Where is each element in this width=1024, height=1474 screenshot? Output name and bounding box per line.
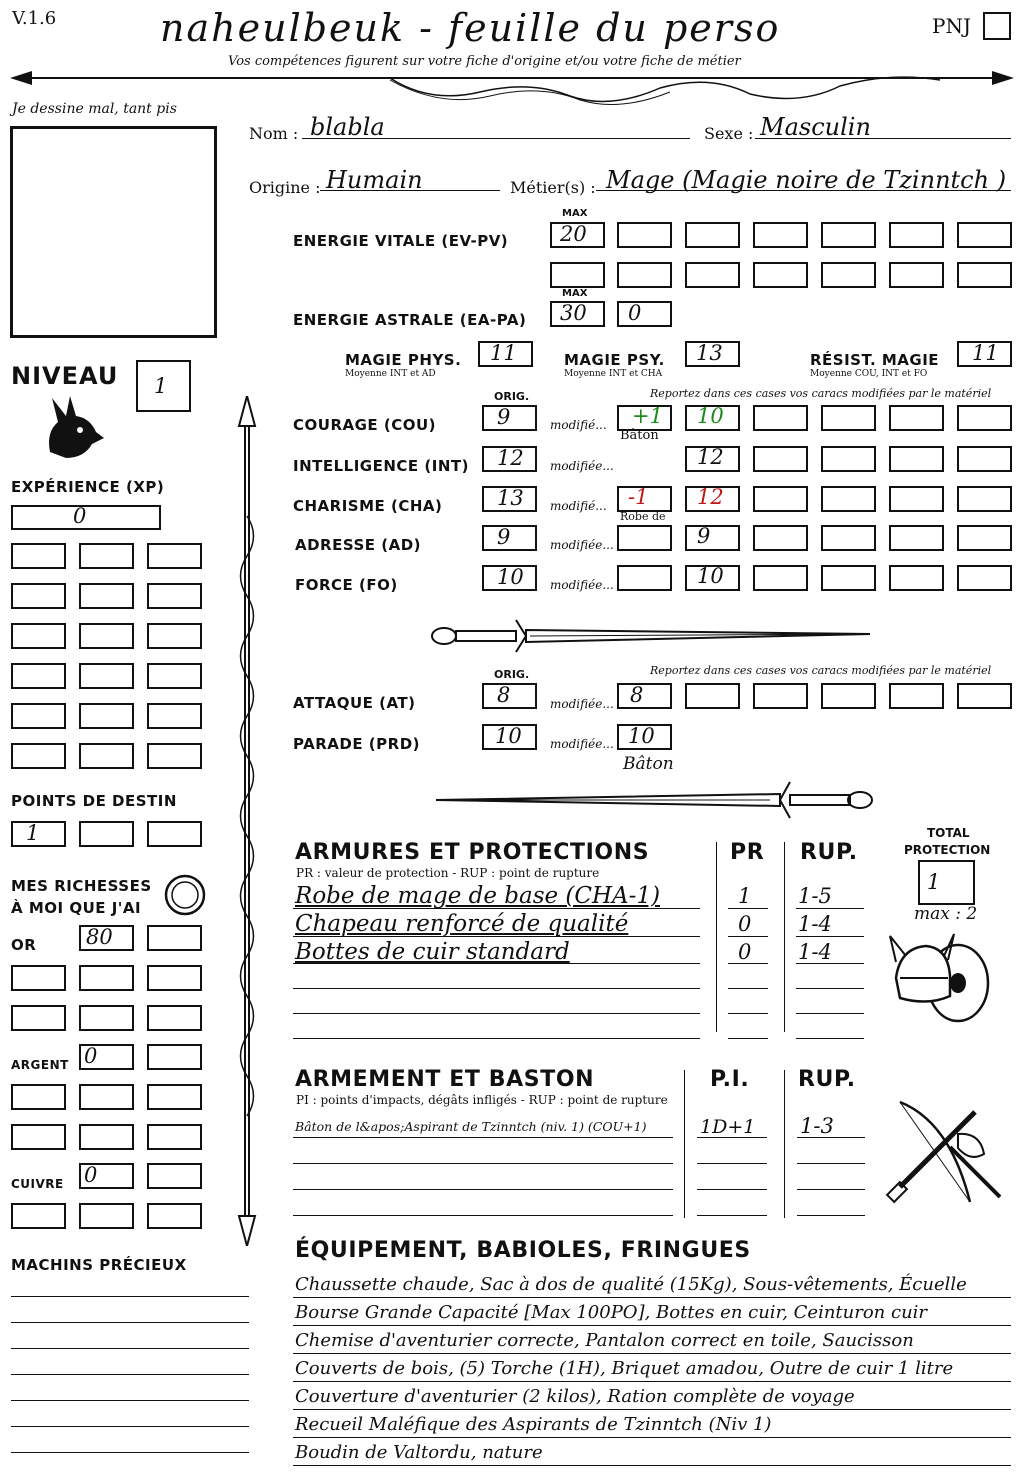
magie-psy-value: 13 xyxy=(696,341,723,365)
metier-value[interactable]: Mage (Magie noire de Tzinntch ) xyxy=(606,166,1007,194)
stat-extra-box[interactable] xyxy=(957,525,1012,551)
stat-extra-box[interactable] xyxy=(889,405,944,431)
equipment-line[interactable]: Recueil Maléfique des Aspirants de Tzinntch (Niv 1) xyxy=(295,1414,772,1435)
xp-grid-box[interactable] xyxy=(147,543,202,569)
nom-label: Nom : xyxy=(249,124,299,143)
or-box[interactable] xyxy=(147,1005,202,1031)
attaque-modif-label: modifiée... xyxy=(550,697,614,711)
magie-phys-note: Moyenne INT et AD xyxy=(345,369,436,379)
argent-box[interactable] xyxy=(147,1084,202,1110)
or-label: OR xyxy=(11,936,37,954)
attaque-final-value: 8 xyxy=(630,683,644,707)
stat-extra-box[interactable] xyxy=(957,486,1012,512)
metier-underline xyxy=(596,190,1011,191)
or-box[interactable] xyxy=(11,965,66,991)
stat-orig-value: 13 xyxy=(497,486,524,510)
combat-extra-box[interactable] xyxy=(753,683,808,709)
weapon-row-line xyxy=(697,1137,767,1138)
origine-value[interactable]: Humain xyxy=(326,166,423,194)
argent-box[interactable] xyxy=(147,1044,202,1070)
armor-rup-header: RUP. xyxy=(800,840,858,865)
xp-grid-box[interactable] xyxy=(11,703,66,729)
weapons-divider xyxy=(784,1070,785,1218)
armor-item-name[interactable]: Bottes de cuir standard xyxy=(295,939,570,965)
ev-box[interactable] xyxy=(821,262,876,288)
precieux-line[interactable] xyxy=(11,1348,249,1349)
ev-box[interactable] xyxy=(550,262,605,288)
weapons-note: PI : points d'impacts, dégâts infligés - RUP : point de rupture xyxy=(296,1093,668,1107)
stat-orig-value: 10 xyxy=(497,565,524,589)
stat-extra-box[interactable] xyxy=(821,405,876,431)
weapon-item-name[interactable]: Bâton de l&apos;Aspirant de Tzinntch (niv. 1) (COU+1) xyxy=(295,1119,647,1134)
equipment-title: ÉQUIPEMENT, BABIOLES, FRINGUES xyxy=(295,1238,751,1263)
xp-grid-box[interactable] xyxy=(79,663,134,689)
weapon-row-line xyxy=(697,1215,767,1216)
ev-box[interactable] xyxy=(617,262,672,288)
total-protection-value: 1 xyxy=(927,870,941,894)
xp-grid-box[interactable] xyxy=(79,703,134,729)
or-box[interactable] xyxy=(147,965,202,991)
xp-grid-box[interactable] xyxy=(11,663,66,689)
weapon-row-line[interactable] xyxy=(293,1215,673,1216)
weapons-icon xyxy=(880,1092,1005,1214)
stat-modif-label: modifiée... xyxy=(550,578,614,592)
armor-note: PR : valeur de protection - RUP : point de rupture xyxy=(296,866,600,880)
stat-mod-note: Robe de xyxy=(620,510,666,523)
richesses-label: MES RICHESSES xyxy=(11,877,152,895)
combat-orig-header: ORIG. xyxy=(494,668,530,681)
armor-row-line[interactable] xyxy=(293,1038,700,1039)
coin-icon xyxy=(163,873,207,917)
stat-extra-box[interactable] xyxy=(821,486,876,512)
cuivre-box[interactable] xyxy=(79,1203,134,1229)
weapon-row-line xyxy=(797,1215,865,1216)
cuivre-box[interactable] xyxy=(147,1203,202,1229)
ev-box[interactable] xyxy=(957,222,1012,248)
armor-row-line xyxy=(796,1038,864,1039)
armor-item-pr: 1 xyxy=(738,884,752,908)
ea-current-value: 0 xyxy=(628,301,642,325)
xp-grid-box[interactable] xyxy=(11,543,66,569)
armor-row-line xyxy=(796,908,864,909)
armor-row-line xyxy=(728,908,768,909)
sword-ornament xyxy=(430,612,880,656)
magie-phys-value: 11 xyxy=(490,341,517,365)
armor-row-line xyxy=(293,908,700,909)
total-protection-label-2: PROTECTION xyxy=(904,843,991,857)
parade-label: PARADE (PRD) xyxy=(293,735,421,753)
armor-item-rup: 1-5 xyxy=(798,884,832,908)
armor-item-pr: 0 xyxy=(738,912,752,936)
armor-item-pr: 0 xyxy=(738,940,752,964)
spear-ornament xyxy=(232,396,262,1246)
stat-label-cha: CHARISME (CHA) xyxy=(293,497,443,515)
weapon-row-line xyxy=(697,1189,767,1190)
nom-value[interactable]: blabla xyxy=(310,113,385,141)
magie-phys-label: MAGIE PHYS. xyxy=(345,351,462,369)
xp-grid-box[interactable] xyxy=(79,583,134,609)
stat-extra-box[interactable] xyxy=(753,525,808,551)
xp-grid-box[interactable] xyxy=(79,743,134,769)
stat-modif-label: modifié... xyxy=(550,418,607,432)
argent-box[interactable] xyxy=(147,1124,202,1150)
stat-extra-box[interactable] xyxy=(957,565,1012,591)
weapon-item-rup: 1-3 xyxy=(800,1114,834,1138)
version-label: V.1.6 xyxy=(12,8,57,29)
page-subtitle: Vos compétences figurent sur votre fiche d'origine et/ou votre fiche de métier xyxy=(228,54,741,69)
sword-ornament xyxy=(430,776,875,824)
ev-max-label: MAX xyxy=(562,208,588,219)
precieux-line[interactable] xyxy=(11,1452,249,1453)
stat-extra-box[interactable] xyxy=(753,446,808,472)
stat-final-value: 12 xyxy=(697,485,724,509)
equipment-underline xyxy=(293,1381,1011,1382)
armor-row-line xyxy=(796,988,864,989)
argent-box[interactable] xyxy=(79,1084,134,1110)
stat-mod-box[interactable] xyxy=(617,525,672,551)
precieux-line[interactable] xyxy=(11,1296,249,1297)
stats-note: Reportez dans ces cases vos caracs modifiées par le matériel xyxy=(650,387,992,400)
xp-grid-box[interactable] xyxy=(11,583,66,609)
equipment-underline xyxy=(293,1325,1011,1326)
stat-mod-value: -1 xyxy=(628,485,649,509)
stat-final-value: 10 xyxy=(697,404,724,428)
weapons-title: ARMEMENT ET BASTON xyxy=(295,1067,595,1092)
stat-extra-box[interactable] xyxy=(957,405,1012,431)
stat-modif-label: modifié... xyxy=(550,499,607,513)
xp-grid-box[interactable] xyxy=(147,703,202,729)
ea-max-label: MAX xyxy=(562,288,588,299)
parade-orig-value: 10 xyxy=(495,724,522,748)
page-title: naheulbeuk - feuille du perso xyxy=(160,6,781,50)
weapon-item-pi: 1D+1 xyxy=(700,1116,756,1138)
stat-orig-value: 9 xyxy=(497,405,511,429)
stat-modif-label: modifiée... xyxy=(550,459,614,473)
armor-item-name[interactable]: Robe de mage de base (CHA-1) xyxy=(295,883,661,909)
portrait-caption: Je dessine mal, tant pis xyxy=(12,101,177,117)
or-box[interactable] xyxy=(147,925,202,951)
armor-row-line xyxy=(728,988,768,989)
precieux-line[interactable] xyxy=(11,1322,249,1323)
resist-magie-note: Moyenne COU, INT et FO xyxy=(810,369,928,379)
stat-extra-box[interactable] xyxy=(957,446,1012,472)
origine-label: Origine : xyxy=(249,178,321,197)
stat-extra-box[interactable] xyxy=(753,565,808,591)
sexe-label: Sexe : xyxy=(704,124,754,143)
ea-max-value: 30 xyxy=(560,301,587,325)
magie-psy-note: Moyenne INT et CHA xyxy=(564,369,663,379)
xp-label: EXPÉRIENCE (XP) xyxy=(11,478,165,496)
parade-note: Bâton xyxy=(623,754,674,774)
armor-row-line xyxy=(796,1013,864,1014)
orig-header: ORIG. xyxy=(494,390,530,403)
stat-extra-box[interactable] xyxy=(753,405,808,431)
equipment-line[interactable]: Bourse Grande Capacité [Max 100PO], Bottes en cuir, Ceinturon cuir xyxy=(295,1302,928,1323)
stat-label-ad: ADRESSE (AD) xyxy=(295,536,422,554)
or-box[interactable] xyxy=(79,1005,134,1031)
stat-extra-box[interactable] xyxy=(889,525,944,551)
xp-grid-box[interactable] xyxy=(11,623,66,649)
stat-extra-box[interactable] xyxy=(889,486,944,512)
weapon-row-line xyxy=(697,1163,767,1164)
xp-value: 0 xyxy=(73,504,87,528)
or-value: 80 xyxy=(86,925,113,949)
ev-box[interactable] xyxy=(889,222,944,248)
xp-grid-box[interactable] xyxy=(79,623,134,649)
stat-orig-value: 12 xyxy=(497,446,524,470)
combat-note: Reportez dans ces cases vos caracs modifiées par le matériel xyxy=(650,664,992,677)
nom-underline xyxy=(302,138,690,139)
stat-mod-value: +1 xyxy=(632,404,663,428)
ev-box[interactable] xyxy=(685,262,740,288)
stat-orig-value: 9 xyxy=(497,525,511,549)
portrait-box[interactable] xyxy=(10,126,217,338)
machins-precieux-label: MACHINS PRÉCIEUX xyxy=(11,1256,187,1274)
armor-item-rup: 1-4 xyxy=(798,912,832,936)
armor-row-line xyxy=(796,963,864,964)
xp-grid-box[interactable] xyxy=(11,743,66,769)
armor-row-line xyxy=(728,963,768,964)
stat-extra-box[interactable] xyxy=(821,446,876,472)
sexe-value[interactable]: Masculin xyxy=(760,113,871,141)
weapon-row-line[interactable] xyxy=(293,1189,673,1190)
ev-box[interactable] xyxy=(753,222,808,248)
stat-label-cou: COURAGE (COU) xyxy=(293,416,437,434)
equipment-line[interactable]: Boudin de Valtordu, nature xyxy=(295,1442,543,1463)
resist-magie-value: 11 xyxy=(972,341,999,365)
armor-divider xyxy=(784,842,785,1032)
combat-extra-box[interactable] xyxy=(821,683,876,709)
metier-label: Métier(s) : xyxy=(510,178,596,197)
magie-psy-label: MAGIE PSY. xyxy=(564,351,665,369)
helmet-shield-icon xyxy=(888,928,998,1028)
destin-box[interactable] xyxy=(79,821,134,847)
stat-final-box[interactable] xyxy=(685,525,740,551)
cuivre-label: CUIVRE xyxy=(11,1177,64,1191)
niveau-label: NIVEAU xyxy=(11,362,119,390)
destin-value: 1 xyxy=(26,821,40,845)
stat-extra-box[interactable] xyxy=(889,446,944,472)
armor-row-line xyxy=(728,936,768,937)
ev-max-value: 20 xyxy=(560,222,587,246)
ea-label: ENERGIE ASTRALE (EA-PA) xyxy=(293,311,527,329)
armor-pr-header: PR xyxy=(730,840,765,865)
pnj-checkbox[interactable] xyxy=(983,12,1011,40)
stat-final-value: 9 xyxy=(697,524,711,548)
parade-modif-label: modifiée... xyxy=(550,737,614,751)
ev-box[interactable] xyxy=(889,262,944,288)
weapons-rup-header: RUP. xyxy=(798,1067,856,1092)
stat-extra-box[interactable] xyxy=(889,565,944,591)
stat-extra-box[interactable] xyxy=(753,486,808,512)
niveau-value: 1 xyxy=(154,374,168,398)
xp-grid-box[interactable] xyxy=(79,543,134,569)
stat-label-fo: FORCE (FO) xyxy=(295,576,398,594)
weapons-pi-header: P.I. xyxy=(710,1067,750,1092)
combat-extra-box[interactable] xyxy=(889,683,944,709)
origine-underline xyxy=(320,190,500,191)
equipment-line[interactable]: Couverts de bois, (5) Torche (1H), Briquet amadou, Outre de cuir 1 litre xyxy=(295,1358,954,1379)
stat-modif-label: modifiée... xyxy=(550,538,614,552)
argent-label: ARGENT xyxy=(11,1058,69,1072)
ev-label: ENERGIE VITALE (EV-PV) xyxy=(293,232,509,250)
cuivre-value: 0 xyxy=(84,1163,98,1187)
armor-item-rup: 1-4 xyxy=(798,940,832,964)
argent-box[interactable] xyxy=(11,1084,66,1110)
dragon-icon xyxy=(40,392,106,464)
stat-label-int: INTELLIGENCE (INT) xyxy=(293,457,469,475)
weapon-row-line xyxy=(797,1189,865,1190)
equipment-line[interactable]: Chaussette chaude, Sac à dos de qualité (15Kg), Sous-vêtements, Écuelle xyxy=(295,1274,967,1295)
armor-row-line[interactable] xyxy=(293,988,700,989)
destin-box[interactable] xyxy=(147,821,202,847)
ev-box[interactable] xyxy=(617,222,672,248)
total-protection-max: max : 2 xyxy=(914,904,978,924)
armor-title: ARMURES ET PROTECTIONS xyxy=(295,840,650,865)
attaque-orig-value: 8 xyxy=(497,683,511,707)
equipment-underline xyxy=(293,1437,1011,1438)
parade-final-value: 10 xyxy=(628,724,655,748)
equipment-underline xyxy=(293,1465,1011,1466)
stat-extra-box[interactable] xyxy=(821,525,876,551)
armor-row-line xyxy=(796,936,864,937)
armor-item-name[interactable]: Chapeau renforcé de qualité xyxy=(295,911,629,937)
equipment-line[interactable]: Couverture d'aventurier (2 kilos), Ration complète de voyage xyxy=(295,1386,855,1407)
sexe-underline xyxy=(755,138,1011,139)
ev-box[interactable] xyxy=(685,222,740,248)
weapon-row-line xyxy=(797,1137,865,1138)
equipment-underline xyxy=(293,1297,1011,1298)
or-box[interactable] xyxy=(11,1005,66,1031)
stat-final-value: 12 xyxy=(697,445,724,469)
argent-box[interactable] xyxy=(79,1124,134,1150)
stat-mod-note: Bâton xyxy=(620,428,659,443)
attaque-label: ATTAQUE (AT) xyxy=(293,694,416,712)
or-box[interactable] xyxy=(79,965,134,991)
cuivre-box[interactable] xyxy=(147,1163,202,1189)
xp-grid-box[interactable] xyxy=(147,743,202,769)
xp-grid-box[interactable] xyxy=(147,583,202,609)
precieux-line[interactable] xyxy=(11,1426,249,1427)
combat-extra-box[interactable] xyxy=(957,683,1012,709)
ev-box[interactable] xyxy=(753,262,808,288)
precieux-line[interactable] xyxy=(11,1400,249,1401)
ev-box[interactable] xyxy=(957,262,1012,288)
xp-grid-box[interactable] xyxy=(147,663,202,689)
armor-row-line xyxy=(293,936,700,937)
stat-final-value: 10 xyxy=(697,564,724,588)
weapon-row-line[interactable] xyxy=(293,1163,673,1164)
equipment-underline xyxy=(293,1409,1011,1410)
attaque-final-box[interactable] xyxy=(617,683,672,709)
armor-divider xyxy=(716,842,717,1032)
equipment-line[interactable]: Chemise d'aventurier correcte, Pantalon correct en toile, Saucisson xyxy=(295,1330,914,1351)
xp-grid-box[interactable] xyxy=(147,623,202,649)
weapon-row-line xyxy=(797,1163,865,1164)
armor-row-line[interactable] xyxy=(293,1013,700,1014)
weapons-divider xyxy=(684,1070,685,1218)
argent-value: 0 xyxy=(84,1044,98,1068)
destin-label: POINTS DE DESTIN xyxy=(11,792,177,810)
armor-row-line xyxy=(293,963,700,964)
combat-extra-box[interactable] xyxy=(685,683,740,709)
stat-mod-box[interactable] xyxy=(617,565,672,591)
argent-box[interactable] xyxy=(11,1124,66,1150)
cuivre-box[interactable] xyxy=(11,1203,66,1229)
total-protection-label: TOTAL xyxy=(927,826,970,840)
richesses-label-2: À MOI QUE J'AI xyxy=(11,899,142,917)
precieux-line[interactable] xyxy=(11,1374,249,1375)
armor-row-line xyxy=(728,1013,768,1014)
armor-row-line xyxy=(728,1038,768,1039)
resist-magie-label: RÉSIST. MAGIE xyxy=(810,351,940,369)
ea-box-current[interactable] xyxy=(617,301,672,327)
equipment-underline xyxy=(293,1353,1011,1354)
pnj-label: PNJ xyxy=(932,14,971,38)
weapon-row-line xyxy=(293,1137,673,1138)
ev-box[interactable] xyxy=(821,222,876,248)
stat-extra-box[interactable] xyxy=(821,565,876,591)
